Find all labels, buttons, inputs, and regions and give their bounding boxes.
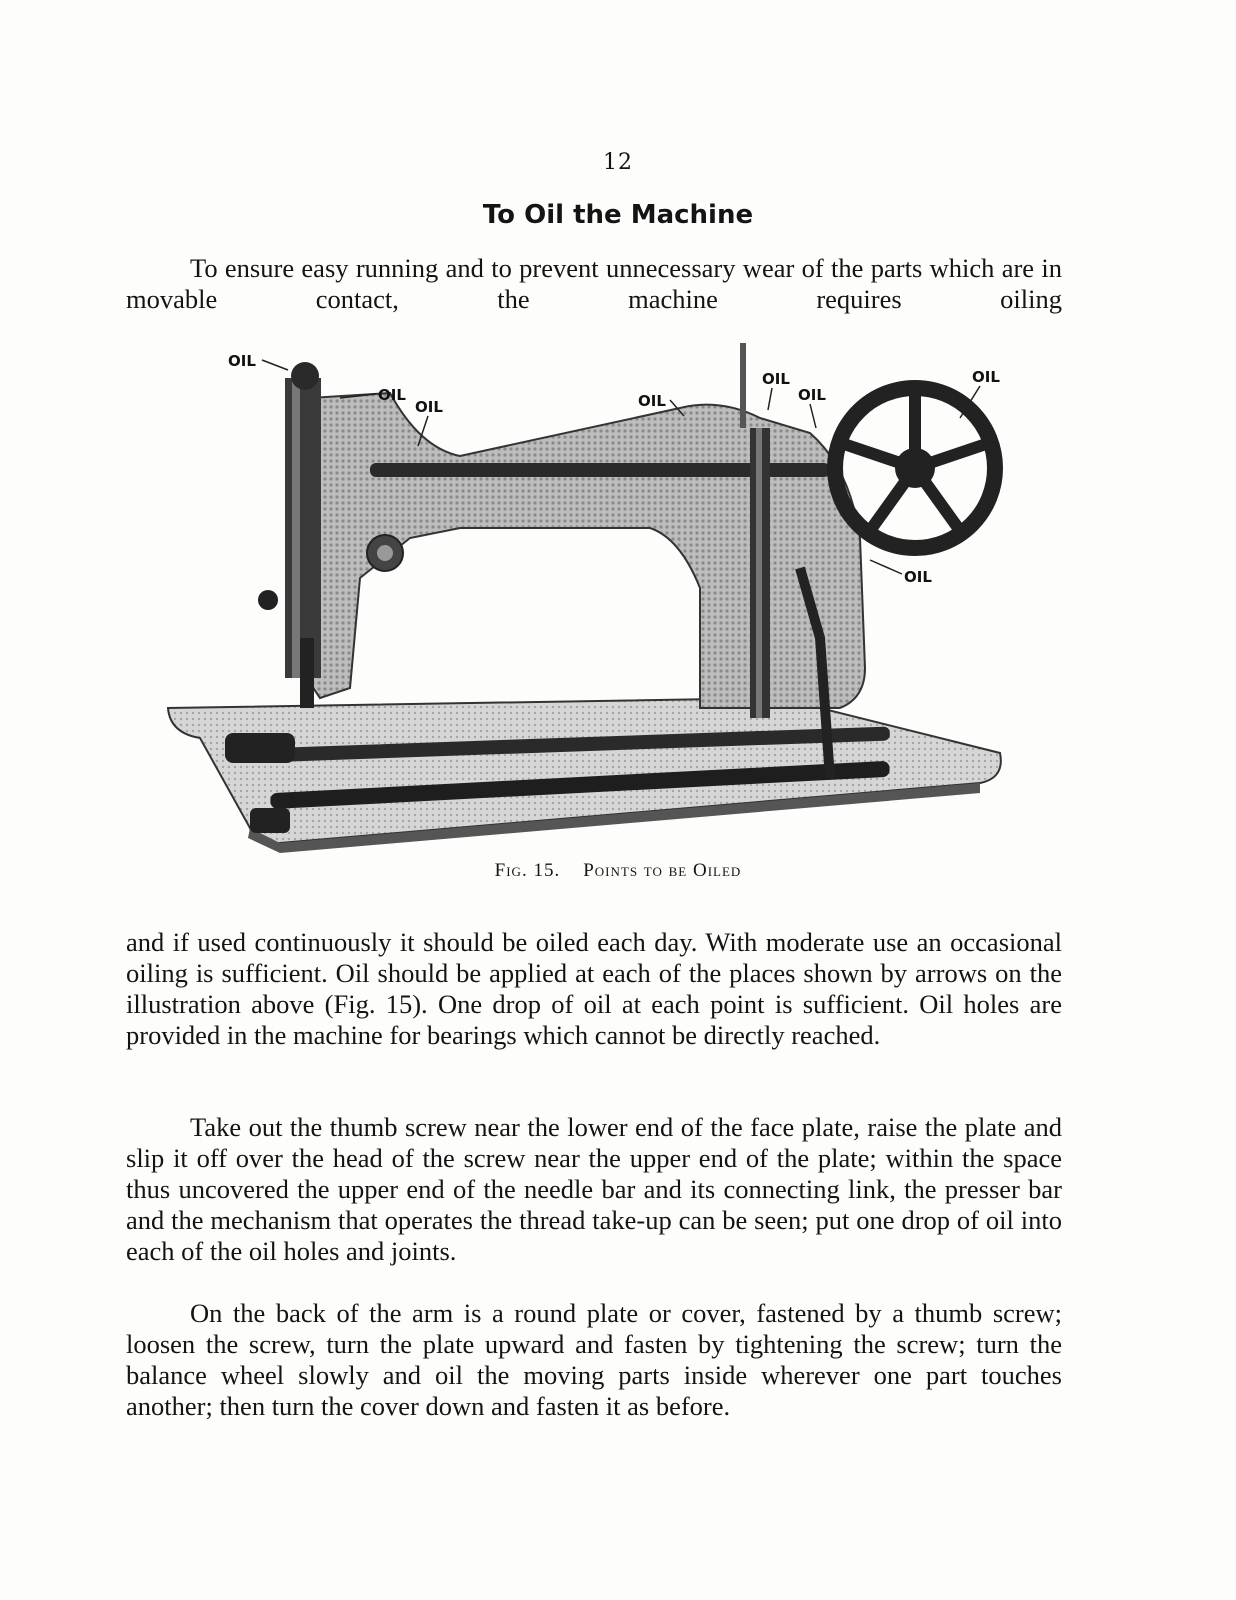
svg-text:OIL: OIL xyxy=(904,568,932,586)
figure-number: Fig. 15. xyxy=(494,860,561,881)
svg-text:OIL: OIL xyxy=(798,386,826,404)
figure-caption xyxy=(0,860,1236,882)
svg-text:OIL: OIL xyxy=(228,352,256,370)
oil-label xyxy=(870,560,932,586)
section-heading: To Oil the Machine xyxy=(482,200,754,230)
body-paragraph-2: Take out the thumb screw near the lower end of the face plate, raise the plate and slip it off over the head of the screw near the upper end of the plate; within the space thus uncovered the upper end of the needle bar and its connecting link, the presser bar and the mechanism that operates the thread take-up can be seen; put one drop of oil into each of the oil holes and joints. xyxy=(126,1112,1062,1266)
oil-label xyxy=(798,386,826,428)
svg-text:OIL: OIL xyxy=(972,368,1000,386)
balance-wheel xyxy=(835,388,995,548)
oil-label xyxy=(228,352,288,370)
body-paragraph-1: and if used continuously it should be oiled each day. With moderate use an occasional oiling is sufficient. Oil should be applied at each of the places shown by arrows on the illustration above (Fig. 15). One drop of oil at each point is sufficient. Oil holes are provided in the machine for bearings which cannot be directly reached. xyxy=(126,927,1062,1050)
svg-text:OIL: OIL xyxy=(638,392,666,410)
svg-text:OIL: OIL xyxy=(762,370,790,388)
intro-paragraph: To ensure easy running and to prevent unnecessary wear of the parts which are in movable contact, the machine requires oiling xyxy=(126,253,1062,314)
oil-label xyxy=(762,370,790,410)
svg-text:OIL: OIL xyxy=(378,386,406,404)
page-number: 12 xyxy=(603,150,633,175)
svg-text:OIL: OIL xyxy=(415,398,443,416)
figure-title: Points to be Oiled xyxy=(583,860,742,881)
body-paragraph-3: On the back of the arm is a round plate or cover, fastened by a thumb screw; loosen the screw, turn the plate upward and fasten by tightening the screw; turn the balance wheel slowly and oil the moving parts inside wherever one part touches another; then turn the cover down and fasten it as before. xyxy=(126,1298,1062,1421)
sewing-machine-illustration xyxy=(160,338,1010,858)
